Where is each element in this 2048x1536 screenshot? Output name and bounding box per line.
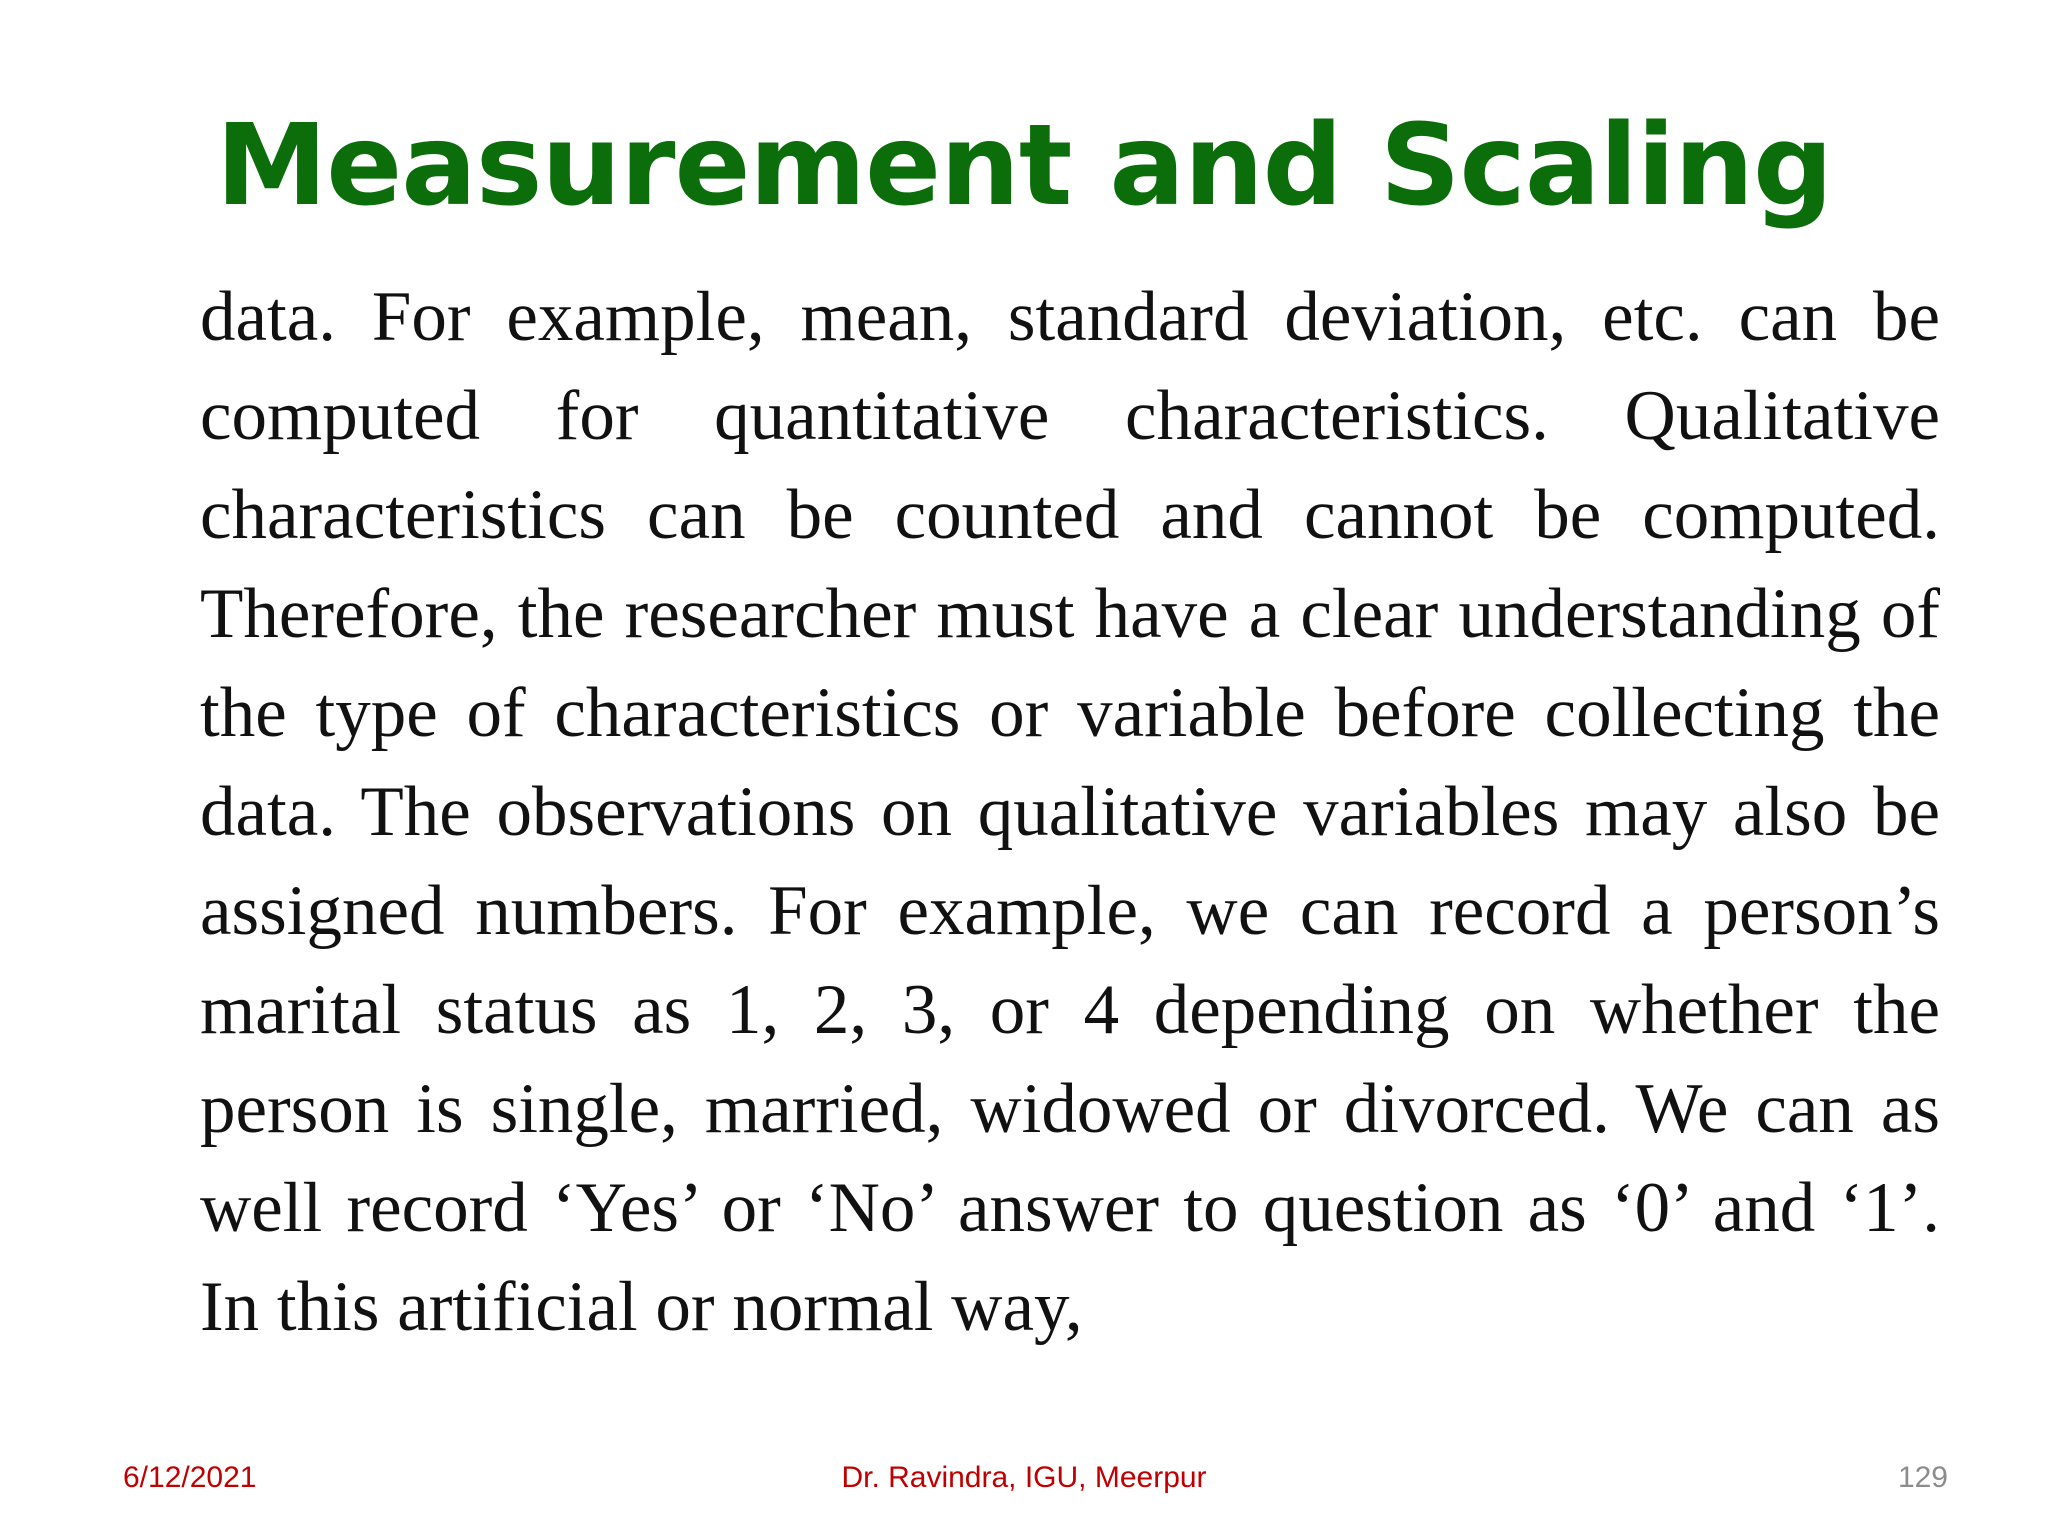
footer-page-number: 129 — [1897, 1461, 1948, 1494]
slide-title: Measurement and Scaling — [215, 101, 1833, 231]
footer-date: 6/12/2021 — [123, 1461, 257, 1494]
slide-body-text: data. For example, mean, standard deviation, etc. can be computed for quantitative characteristics. Qualitative characteristics can be counted and cannot be computed. Therefore, the researcher must have a clear understanding of the type of characteristics or variable before collecting the data. The observations on qualitative variables may also be assigned numbers. For example, we can record a person’s marital status as 1, 2, 3, or 4 depending on whether the person is single, married, widowed or divorced. We can as well record ‘Yes’ or ‘No’ answer to question as ‘0’ and ‘1’. In this artificial or normal way, — [200, 278, 1940, 1346]
footer-author: Dr. Ravindra, IGU, Meerpur — [841, 1461, 1207, 1494]
